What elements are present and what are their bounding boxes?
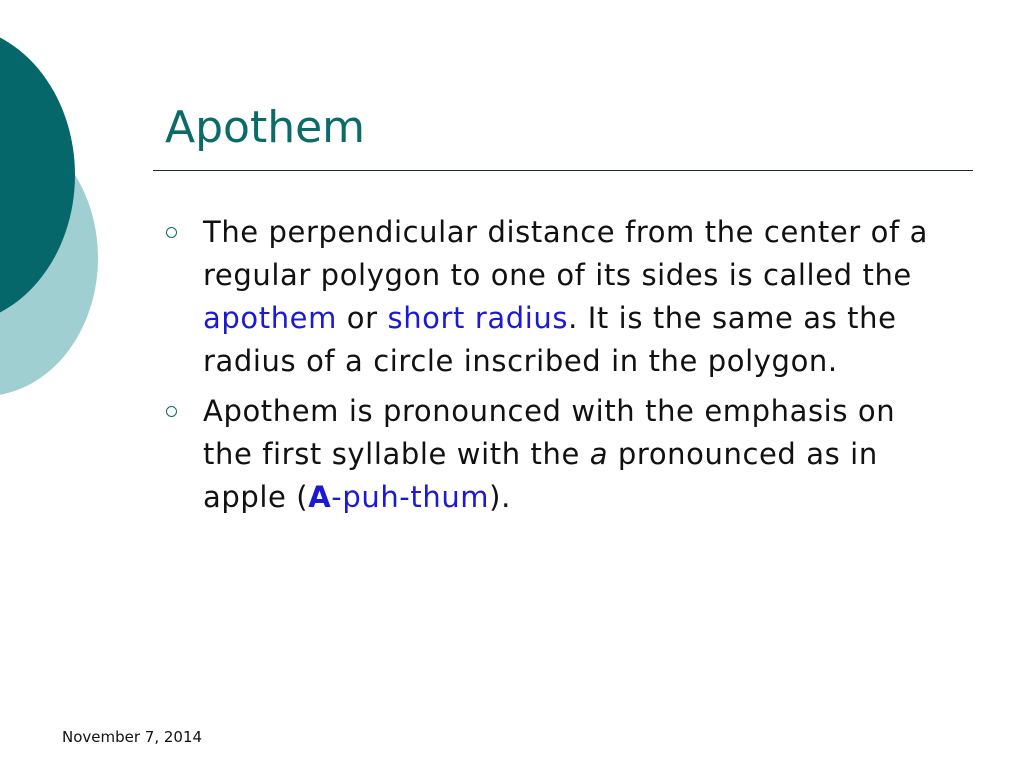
bullet-text: Apothem is pronounced with the emphasis on the first syllable with the <box>203 394 896 471</box>
pronunciation-stress: A <box>308 480 332 514</box>
slide-title: Apothem <box>165 102 366 153</box>
bullet-text: . It is the same as the radius of a circle inscribed in the polygon. <box>203 301 897 378</box>
bullet-text: ). <box>489 480 511 514</box>
pronunciation-rest: -puh-thum <box>331 480 490 514</box>
bullet-circle-icon <box>166 227 177 238</box>
title-divider <box>153 170 973 171</box>
bullet-text: or <box>336 301 388 335</box>
bullet-text: The perpendicular distance from the center of a regular polygon to one of its sides is called the <box>203 215 928 292</box>
bullet-text: pronounced as in apple ( <box>203 437 878 514</box>
bullet-circle-icon <box>166 406 177 417</box>
italic-letter: a <box>589 437 609 471</box>
term-short-radius: short radius <box>387 301 569 335</box>
footer-date: November 7, 2014 <box>62 728 203 746</box>
bullet-item-definition <box>163 211 933 383</box>
term-apothem: apothem <box>203 301 337 335</box>
bullet-item-pronunciation <box>163 390 933 519</box>
bullet-list <box>163 211 933 526</box>
